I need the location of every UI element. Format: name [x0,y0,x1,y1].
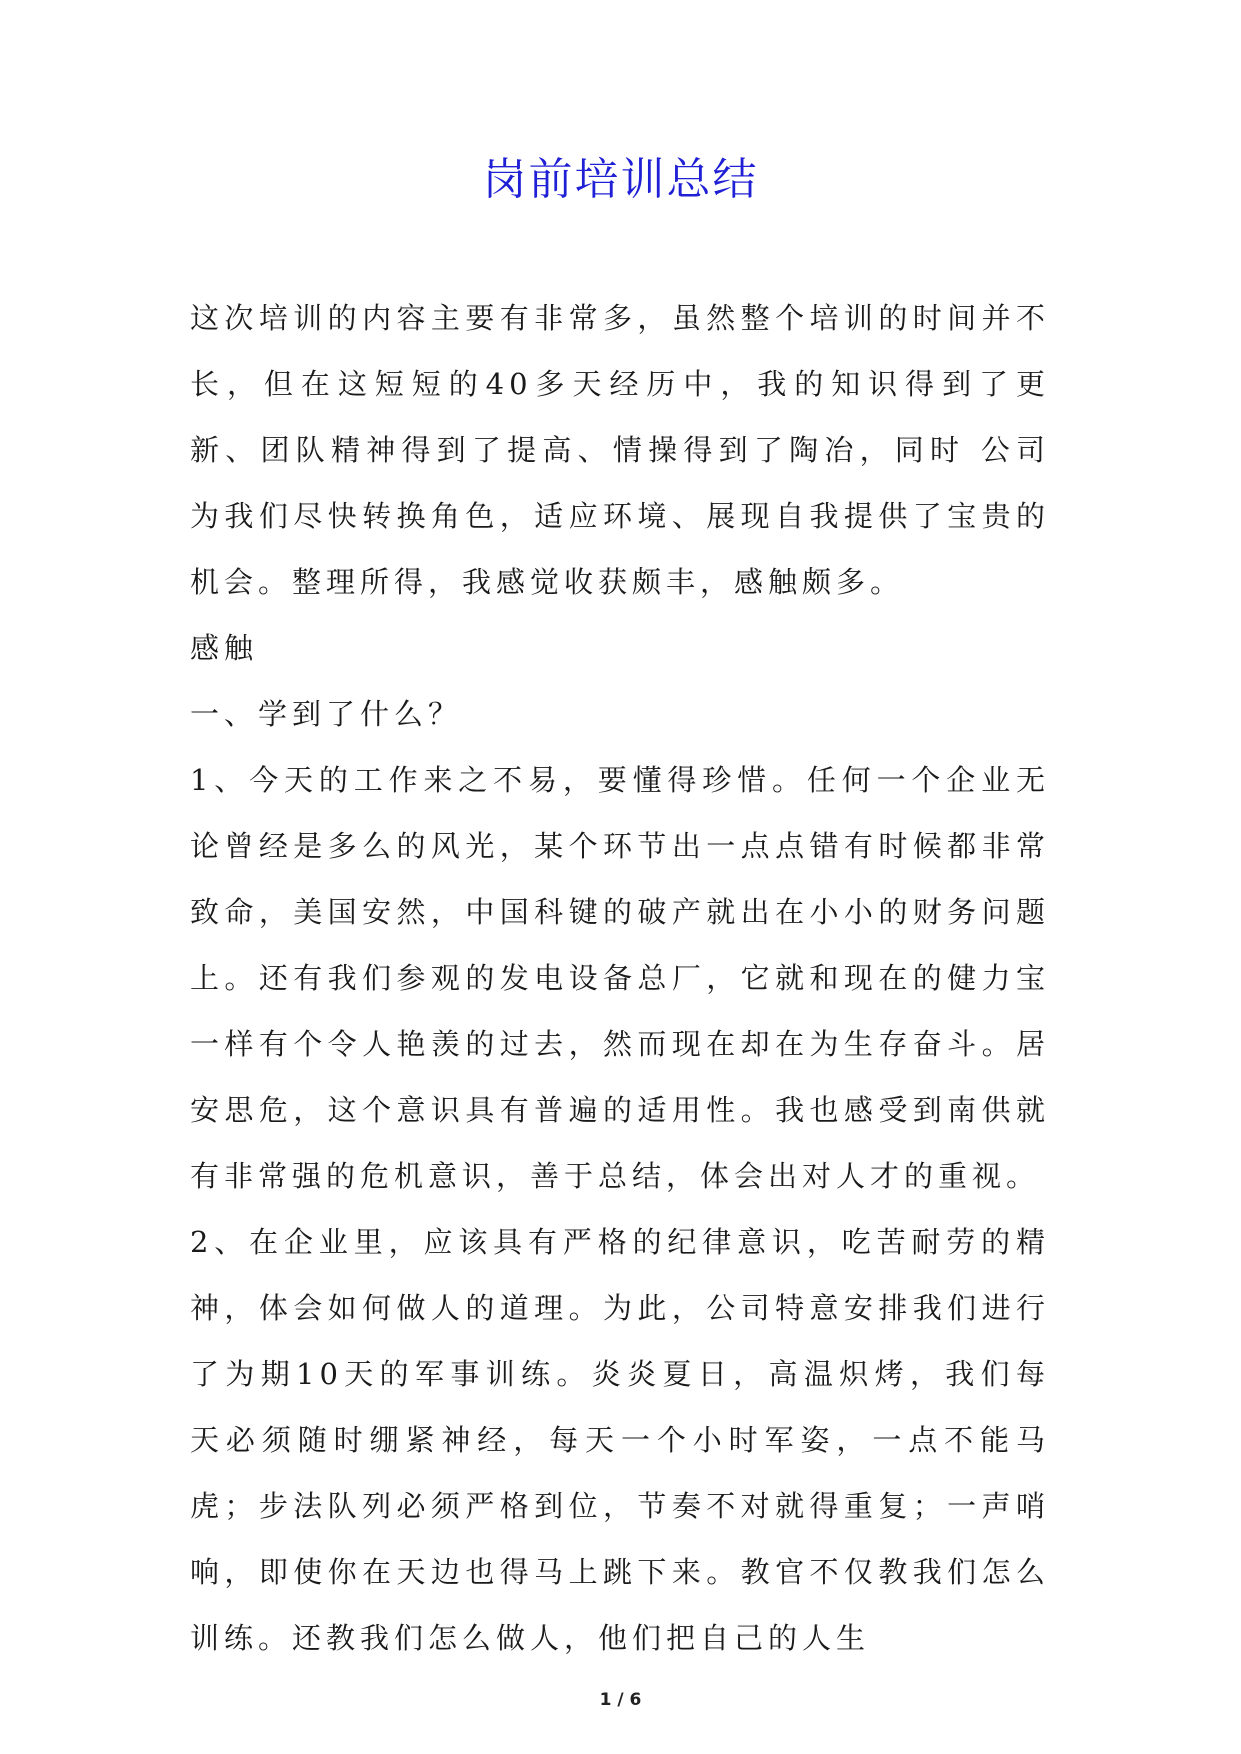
paragraph-point-2: 2、在企业里，应该具有严格的纪律意识，吃苦耐劳的精神，体会如何做人的道理。为此，公司特意安排我们进行了为期10天的军事训练。炎炎夏日，高温炽烤，我们每天必须随时绷紧神经，每天一个小时军姿，一点不能马虎；步法队列必须严格到位，节奏不对就得重复；一声哨响，即使你在天边也得马上跳下来。教官不仅教我们怎么训练。还教我们怎么做人，他们把自己的人生 [190,1225,1050,1655]
document-body [190,285,1050,1671]
document-title: 岗前培训总结 [482,154,759,205]
page-number: 1 / 6 [599,1690,642,1710]
paragraph-intro: 这次培训的内容主要有非常多，虽然整个培训的时间并不长，但在这短短的40多天经历中，我的知识得到了更新、团队精神得到了提高、情操得到了陶冶，同时 公司为我们尽快转换角色，适应环境、展现自我提供了宝贵的机会。整理所得，我感觉收获颇丰，感触颇多。 [190,301,1050,599]
paragraph-heading-learned: 一、学到了什么？ [190,697,463,731]
paragraph-heading-feelings: 感触 [190,631,259,665]
paragraph-point-1: 1、今天的工作来之不易，要懂得珍惜。任何一个企业无论曾经是多么的风光，某个环节出一点点错有时候都非常致命，美国安然，中国科键的破产就出在小小的财务问题上。还有我们参观的发电设备总厂，它就和现在的健力宝一样有个令人艳羡的过去，然而现在却在为生存奋斗。居安思危，这个意识具有普遍的适用性。我也感受到南供就有非常强的危机意识，善于总结，体会出对人才的重视。 [190,763,1050,1193]
